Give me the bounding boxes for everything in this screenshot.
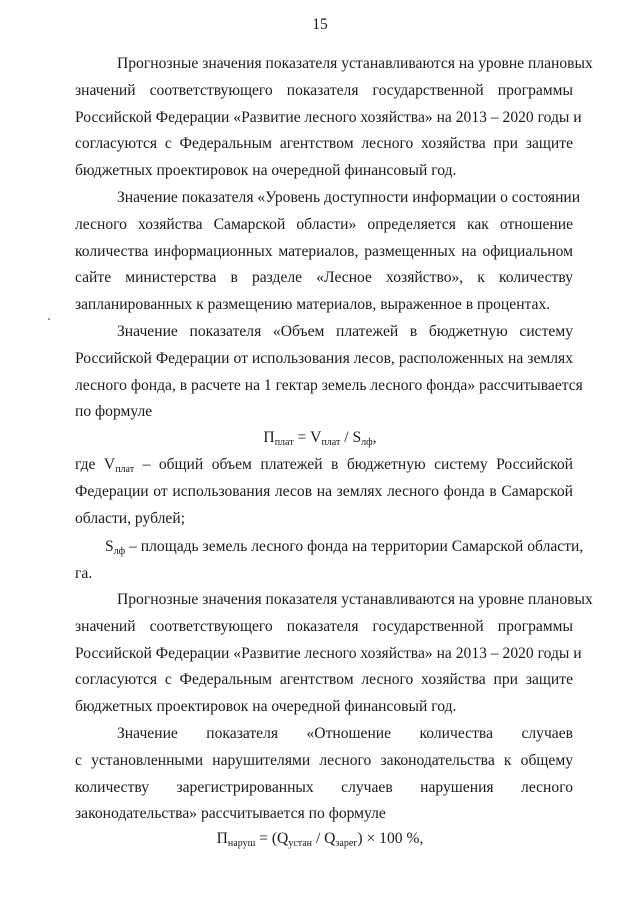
formula-payments: $П_{плат} = V_{плат} / S_{лф}$,: [263, 429, 377, 448]
text-line: лесного фонда, в расчете на 1 гектар земель лесного фонда» рассчитывается: [75, 376, 583, 394]
text-line: Прогнозные значения показателя устанавливаются на уровне плановых: [117, 591, 593, 608]
text-line: лесного хозяйства Самарской области» определяется как отношение: [75, 215, 573, 233]
paragraph-violations: [75, 721, 573, 828]
definition-v-plat: [75, 452, 573, 532]
text-line: значений соответствующего показателя государственной программы: [75, 81, 573, 99]
text-line: Российской Федерации от использования лесов, расположенных на землях: [75, 349, 573, 367]
text-line: по формуле: [75, 403, 153, 421]
text-line: с установленными нарушителями лесного законодательства к общему: [75, 751, 573, 769]
text-line: Федерации от использования лесов на землях лесного фонда в Самарской: [75, 482, 573, 500]
text-line: Прогнозные значения показателя устанавливаются на уровне плановых: [117, 55, 593, 72]
paragraph-info-availability: [75, 185, 581, 319]
text-line: Российской Федерации «Развитие лесного хозяйства» на 2013 – 2020 годы и: [75, 644, 582, 662]
text-line: значений соответствующего показателя государственной программы: [75, 617, 573, 635]
text-line: Российской Федерации «Развитие лесного хозяйства» на 2013 – 2020 годы и: [75, 108, 582, 126]
text-line: количества информационных материалов, размещенных на официальном: [75, 242, 573, 260]
text-line: сайте министерства в разделе «Лесное хозяйство», к количеству: [75, 269, 573, 287]
definition-s-lf: [75, 534, 584, 588]
text-line: законодательства» рассчитывается по формуле: [75, 805, 386, 823]
text-line: согласуются с Федеральным агентством лесного хозяйства при защите: [75, 671, 573, 689]
formula-violations: $П_{наруш} = (Q_{устан} / Q_{зарег}) \times 100$ %,: [216, 830, 424, 849]
page-number: 15: [312, 16, 328, 33]
text-line: бюджетных проектировок на очередной финансовый год.: [75, 698, 457, 716]
text-line: согласуются с Федеральным агентством лесного хозяйства при защите: [75, 135, 573, 153]
text-line: га.: [75, 564, 93, 582]
paragraph-payments: [75, 319, 583, 426]
scan-mark: [48, 318, 50, 320]
paragraph-forecast-2: [75, 587, 593, 721]
paragraph-forecast-1: [75, 51, 593, 185]
text-line: количеству зарегистрированных случаев нарушения лесного: [75, 778, 573, 796]
text-line: области, рублей;: [75, 509, 186, 527]
text-line: запланированных к размещению материалов, выраженное в процентах.: [75, 296, 551, 314]
text-line: Значение показателя «Объем платежей в бюджетную систему: [117, 323, 573, 340]
text-line: где $V_{плат}$ – общий объем платежей в бюджетную систему Российской: [75, 456, 573, 475]
text-line: $S_{лф}$ – площадь земель лесного фонда на территории Самарской области,: [105, 538, 584, 557]
text-line: Значение показателя «Отношение количества случаев: [117, 725, 573, 742]
text-line: бюджетных проектировок на очередной финансовый год.: [75, 162, 457, 180]
text-line: Значение показателя «Уровень доступности информации о состоянии: [117, 189, 581, 206]
